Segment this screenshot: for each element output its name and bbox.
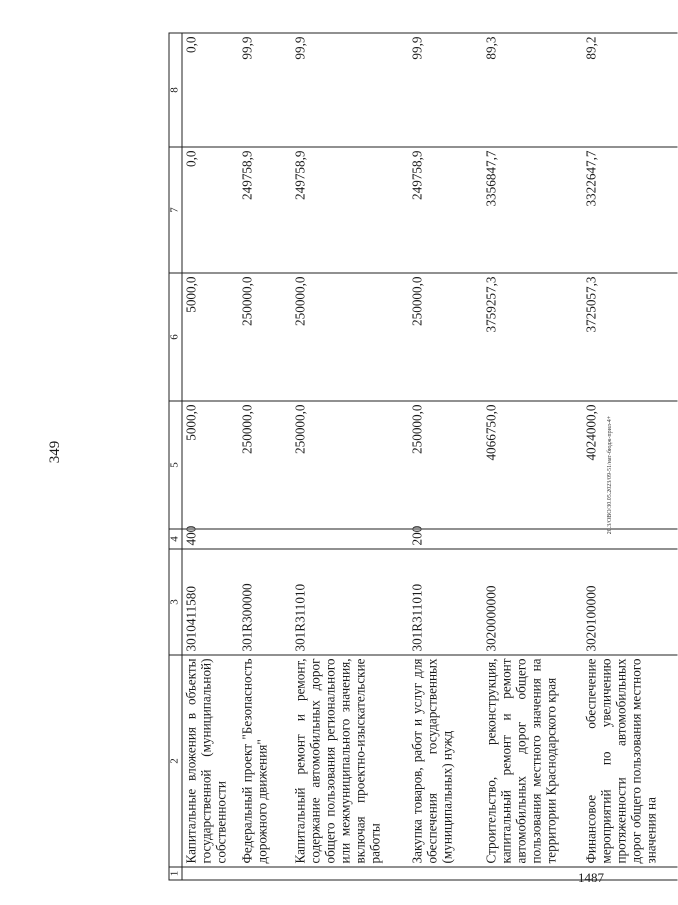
row-value-8: 99,9 xyxy=(408,33,482,147)
header-col-4: 4 xyxy=(169,529,182,549)
row-value-8: 89,2 xyxy=(582,33,677,147)
row-value-7: 249758,9 xyxy=(291,147,408,273)
row-type: 200 xyxy=(408,529,482,549)
row-value-6: 5000,0 xyxy=(182,273,238,401)
header-col-1: 1 xyxy=(169,867,182,880)
row-name: Финансовое обеспечение мероприятий по увеличению протяженности автомобильных дорог общего пользования местного значения на xyxy=(582,655,677,867)
row-value-7: 249758,9 xyxy=(408,147,482,273)
row-value-5: 5000,0 xyxy=(182,401,238,529)
row-value-7: 249758,9 xyxy=(238,147,291,273)
side-page-number: 1487 xyxy=(578,870,604,885)
row-value-6: 3725057,3 xyxy=(582,273,677,401)
row-value-6: 250000,0 xyxy=(408,273,482,401)
row-value-5: 4024000,0 xyxy=(582,401,677,529)
table-row xyxy=(291,33,408,880)
table-row xyxy=(182,33,238,880)
row-name: Капитальный ремонт и ремонт, содержание автомобильных дорог общего пользования регионального или межмуниципального значения, включая проектно-изыскательские работы xyxy=(291,655,408,867)
row-value-7: 3356847,7 xyxy=(482,147,582,273)
document-footer-code: 20.3/ОВО/30.05.2023/09-51/нат-бюдж-прил-4+ xyxy=(607,415,613,535)
row-index-cell xyxy=(408,867,482,880)
row-value-5: 250000,0 xyxy=(238,401,291,529)
header-col-7: 7 xyxy=(169,147,182,273)
header-col-5: 5 xyxy=(169,401,182,529)
row-value-7: 3322647,7 xyxy=(582,147,677,273)
row-type xyxy=(482,529,582,549)
row-type xyxy=(582,529,677,549)
table-row xyxy=(238,33,291,880)
row-value-8: 0,0 xyxy=(182,33,238,147)
row-index-cell xyxy=(582,867,677,880)
row-index-cell xyxy=(238,867,291,880)
header-col-8: 8 xyxy=(169,33,182,147)
row-code: 301R311010 xyxy=(408,549,482,655)
row-value-5: 4066750,0 xyxy=(482,401,582,529)
row-code: 3020000000 xyxy=(482,549,582,655)
row-value-8: 99,9 xyxy=(238,33,291,147)
row-code: 301R311010 xyxy=(291,549,408,655)
budget-table-container xyxy=(168,33,678,880)
row-value-6: 3759257,3 xyxy=(482,273,582,401)
row-value-5: 250000,0 xyxy=(291,401,408,529)
row-type: 400 xyxy=(182,529,238,549)
table-row xyxy=(582,33,677,880)
table-header-row xyxy=(169,33,182,880)
header-col-3: 3 xyxy=(169,549,182,655)
budget-table xyxy=(168,32,677,880)
page-number: 349 xyxy=(47,440,63,464)
row-index-cell xyxy=(182,867,238,880)
table-row xyxy=(482,33,582,880)
row-name: Федеральный проект "Безопасность дорожного движения" xyxy=(238,655,291,867)
header-col-6: 6 xyxy=(169,273,182,401)
row-name: Капитальные вложения в объекты государственной (муниципальной) собственности xyxy=(182,655,238,867)
table-row xyxy=(408,33,482,880)
row-name: Строительство, реконструкция, капитальный ремонт и ремонт автомобильных дорог общего пользования местного значения на территории Краснодарского края xyxy=(482,655,582,867)
header-col-2: 2 xyxy=(169,655,182,867)
row-code: 3010411580 xyxy=(182,549,238,655)
row-value-6: 250000,0 xyxy=(291,273,408,401)
row-value-5: 250000,0 xyxy=(408,401,482,529)
row-type xyxy=(238,529,291,549)
row-value-8: 99,9 xyxy=(291,33,408,147)
row-code: 301R300000 xyxy=(238,549,291,655)
row-index-cell xyxy=(482,867,582,880)
row-value-7: 0,0 xyxy=(182,147,238,273)
row-type xyxy=(291,529,408,549)
row-value-8: 89,3 xyxy=(482,33,582,147)
row-index-cell xyxy=(291,867,408,880)
row-code: 3020100000 xyxy=(582,549,677,655)
row-value-6: 250000,0 xyxy=(238,273,291,401)
row-name: Закупка товаров, работ и услуг для обеспечения государственных (муниципальных) нужд xyxy=(408,655,482,867)
